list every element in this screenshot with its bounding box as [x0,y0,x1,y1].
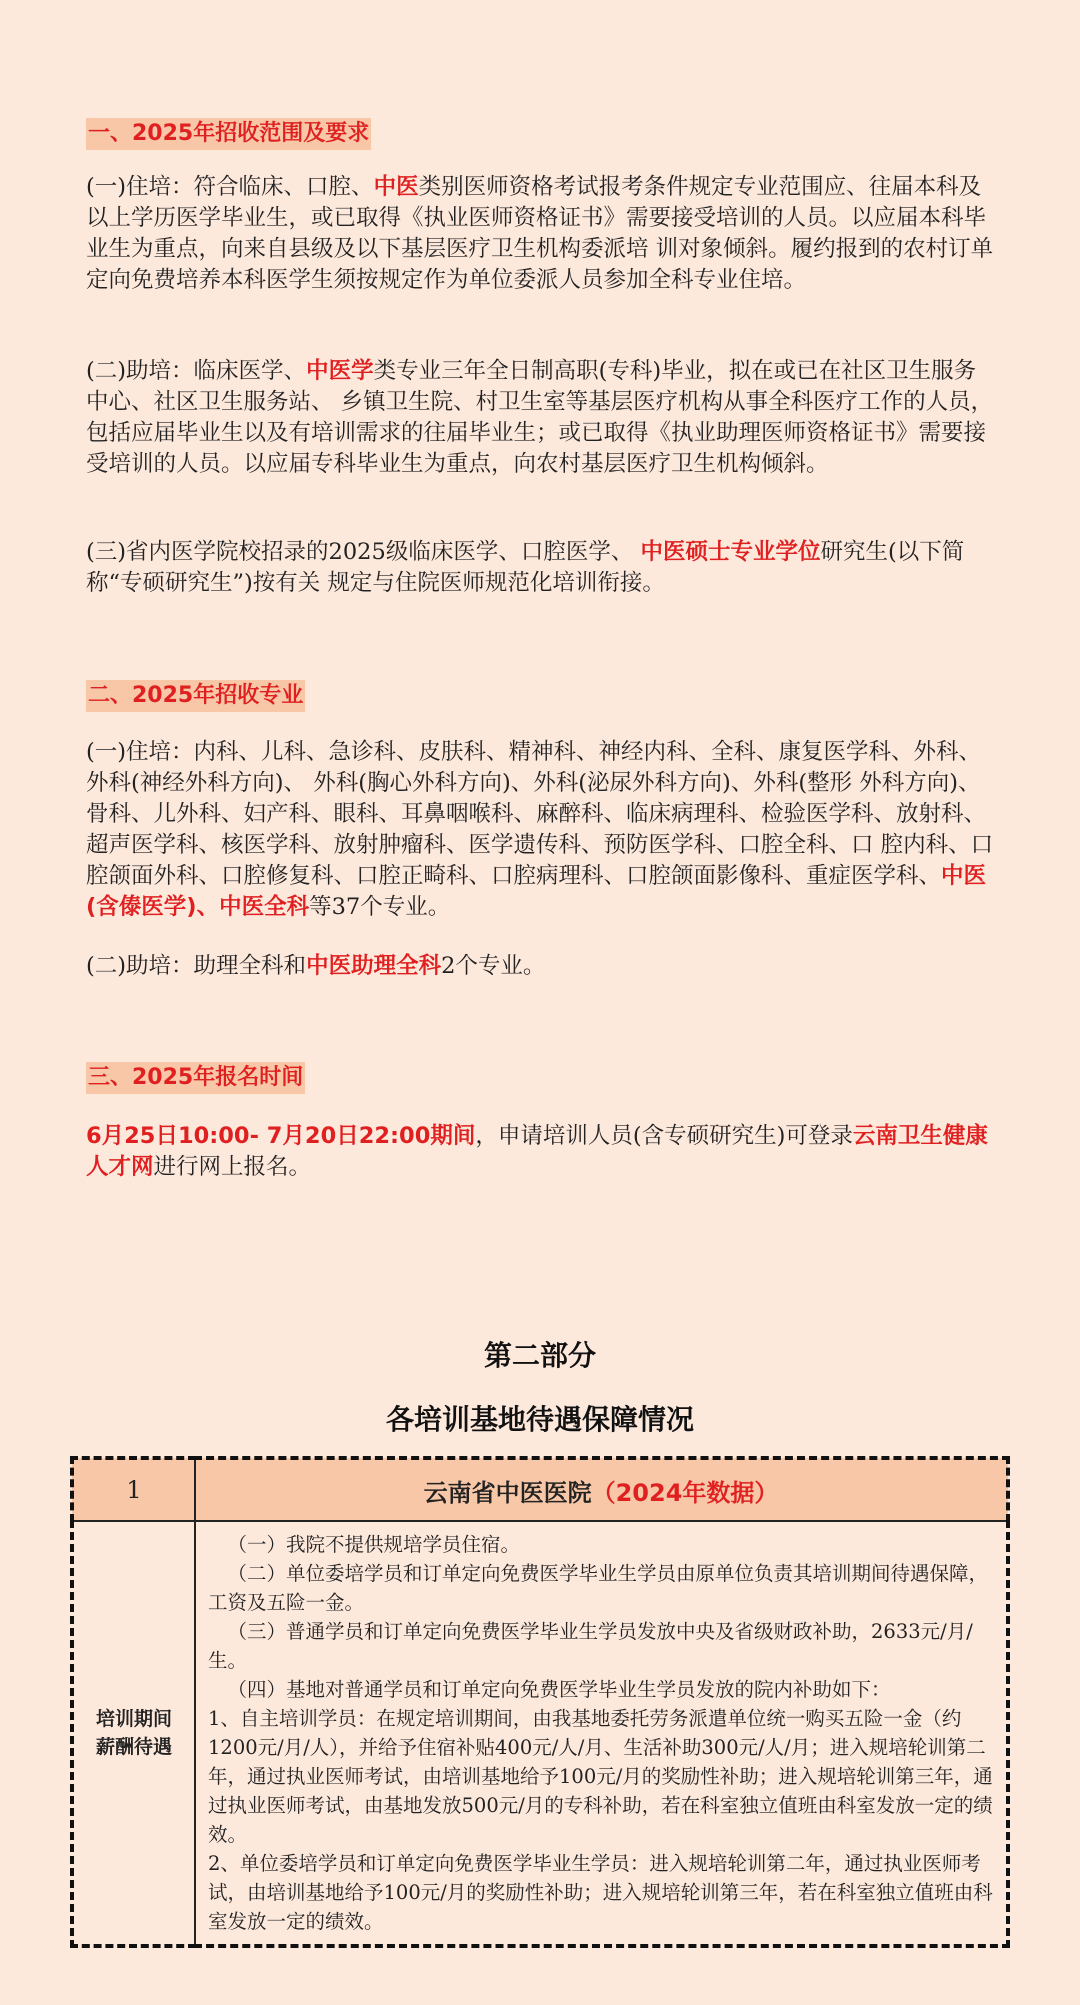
data-year: （2024年数据） [591,1478,779,1507]
hospital-name: 云南省中医医院 [423,1478,592,1507]
hospital-title [195,1458,1008,1521]
text-segment: 进行网上报名。 [153,1154,312,1180]
text-segment: 类专业三年全日制高职(专科)毕业，拟在或已在社区卫生服务中心、社区卫生服务站、 乡镇卫生院、村卫生室等基层医疗机构从事全科医疗工作的人员，包括应届毕业生以及有培训需求的往届毕业生；或已取得《执业助理医师资格证书》需要接受培训的人员。以应届专科毕业生为重点，向农村基层医疗卫生机构倾斜。 [86,358,994,477]
list-item: 2、单位委培学员和订单定向免费医学毕业生学员：进入规培轮训第二年，通过执业医师考试，由培训基地给予100元/月的奖励性补助；进入规培轮训第三年，若在科室独立值班由科室发放一定的绩效。 [208,1852,993,1933]
text-segment: 等37个专业。 [309,894,451,920]
highlight-text: 中医(含傣医学)、中医全科 [86,863,987,920]
row-label [72,1521,195,1946]
registration-period: 6月25日10:00- 7月20日22:00期间 [86,1123,476,1149]
paragraph-assistant-scope [86,356,998,480]
text-segment: (二)助培：临床医学、 [86,358,307,384]
paragraph-residency-scope [86,172,998,296]
text-segment: ，申请培训人员(含专硕研究生)可登录 [475,1123,853,1149]
table-row [72,1521,1008,1946]
list-item: （一）我院不提供规培学员住宿。 [227,1533,521,1556]
paragraph-graduate-scope [86,537,998,599]
list-item: （三）普通学员和订单定向免费医学毕业生学员发放中央及省级财政补助，2633元/月/生。 [208,1620,973,1672]
text-segment: (三)省内医学院校招录的2025级临床医学、口腔医学、 [86,539,641,565]
list-item: 1、自主培训学员：在规定培训期间，由我基地委托劳务派遣单位统一购买五险一金（约1200元/月/人），并给予住宿补贴400元/人/月、生活补助300元/人/月；进入规培轮训第二年，通过执业医师考试，由培训基地给予100元/月的奖励性补助；进入规培轮训第三年，通过执业医师考试，由基地发放500元/月的专科补助，若在科室独立值班由科室发放一定的绩效。 [208,1707,993,1846]
highlight-text: 中医助理全科 [306,953,442,979]
part-subtitle: 各培训基地待遇保障情况 [385,1403,694,1436]
text-segment: (一)住培：内科、儿科、急诊科、皮肤科、精神科、神经内科、全科、康复医学科、外科、外科(神经外科方向)、 外科(胸心外科方向)、外科(泌尿外科方向)、外科(整形 外科方向)、骨科、儿外科、妇产科、眼科、耳鼻咽喉科、麻醉科、临床病理科、检验医学科、放射科、超声医学科、核医学科、放射肿瘤科、医学遗传科、预防医学科、口腔全科、口 腔内科、口腔颌面外科、口腔修复科、口腔正畸科、口腔病理科、口腔颌面影像科、重症医学科、 [86,739,994,889]
highlight-text: 中医 [373,174,419,200]
benefits-table [70,1456,1010,1948]
list-item: （二）单位委培学员和订单定向免费医学毕业生学员由原单位负责其培训期间待遇保障，工资及五险一金。 [208,1562,989,1614]
text-segment: (二)助培：助理全科和 [86,953,307,979]
highlight-text: 中医学 [306,358,374,384]
text-segment: 2个专业。 [441,953,546,979]
row-content [195,1521,1008,1946]
section-heading-1: 一、2025年招收范围及要求 [86,118,371,150]
text-segment: 类别医师资格考试报考条件规定专业范围应、往届本科及以上学历医学毕业生，或已取得《执业医师资格证书》需要接受培训的人员。以应届本科毕业生为重点，向来自县级及以下基层医疗卫生机构委派培 训对象倾斜。履约报到的农村订单定向免费培养本科医学生须按规定作为单位委派人员参加全科专业住培。 [86,174,994,293]
section-heading-3: 三、2025年报名时间 [86,1062,305,1094]
section-heading-2: 二、2025年招收专业 [86,680,305,712]
row-label-line: 培训期间 [95,1708,172,1730]
row-label-line: 薪酬待遇 [95,1736,172,1758]
highlight-text: 中医硕士专业学位 [640,539,821,565]
paragraph-residency-specialties [86,737,998,923]
text-segment: 研究生(以下简称“专硕研究生”)按有关 规定与住院医师规范化培训衔接。 [86,539,965,596]
row-number: 1 [72,1458,195,1521]
paragraph-assistant-specialties [86,951,998,982]
list-item: （四）基地对普通学员和订单定向免费医学毕业生学员发放的院内补助如下： [227,1678,891,1701]
paragraph-registration-time [86,1121,998,1183]
part-title: 第二部分 [483,1339,596,1372]
table-header-row [72,1458,1008,1521]
text-segment: (一)住培：符合临床、口腔、 [86,174,374,200]
website-link[interactable]: 云南卫生健康人才网 [86,1123,988,1180]
